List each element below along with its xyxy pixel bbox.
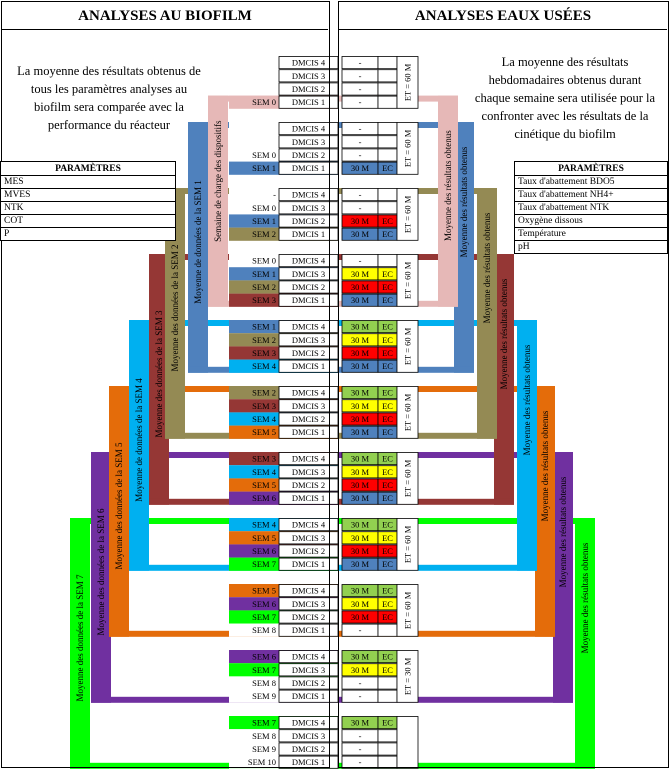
measure-label: 30 M bbox=[350, 163, 370, 174]
row-week-label: SEM 2 bbox=[252, 387, 276, 398]
right-band-label: Moyenne des résultats obtenus bbox=[522, 344, 532, 456]
ec-label: EC bbox=[382, 427, 393, 438]
ec-label: EC bbox=[382, 717, 393, 728]
ec-label: EC bbox=[382, 387, 393, 398]
measure-label: 30 M bbox=[350, 453, 370, 464]
measure-label: - bbox=[358, 757, 362, 768]
measure-label: 30 M bbox=[350, 295, 370, 306]
dmcis-label: DMCIS 3 bbox=[291, 334, 326, 345]
ec-label: EC bbox=[382, 664, 393, 675]
dmcis-label: DMCIS 3 bbox=[291, 136, 326, 147]
et-label: ET = 60 M bbox=[402, 327, 413, 366]
et-label: ET = 60 M bbox=[402, 525, 413, 564]
measure-label: 30 M bbox=[350, 664, 370, 675]
measure-label: - bbox=[358, 136, 362, 147]
et-label: ET = 60 M bbox=[402, 63, 413, 102]
measure-label: 30 M bbox=[350, 532, 370, 543]
et-label: ET = 60 M bbox=[402, 261, 413, 300]
row-week-label: SEM 7 bbox=[252, 664, 276, 675]
right-band-label: Moyenne des résultats obtenus bbox=[459, 146, 469, 258]
row-week-label: SEM 2 bbox=[252, 282, 276, 292]
et-label: ET = 60 M bbox=[402, 459, 413, 498]
dmcis-label: DMCIS 2 bbox=[291, 678, 326, 688]
row-week-label: SEM 3 bbox=[252, 348, 276, 358]
dmcis-label: DMCIS 4 bbox=[291, 585, 326, 596]
measure-label: 30 M bbox=[350, 334, 370, 345]
measure-label: 30 M bbox=[350, 361, 370, 372]
band0-label: Semaine de charge des dispositifs bbox=[213, 120, 223, 242]
row-week-label: - bbox=[273, 189, 276, 200]
dmcis-label: DMCIS 2 bbox=[291, 216, 326, 226]
measure-label: 30 M bbox=[350, 546, 370, 556]
right-band-label: Moyenne des résultats obtenus bbox=[499, 278, 509, 390]
ec-label: EC bbox=[382, 559, 393, 570]
measure-label: 30 M bbox=[350, 282, 370, 292]
ec-label: EC bbox=[382, 585, 393, 596]
ec-label: EC bbox=[382, 361, 393, 372]
right-parameter: Taux d'abattement BDO5 bbox=[515, 176, 668, 189]
row-week-label: SEM 4 bbox=[252, 519, 276, 530]
row-week-label: SEM 6 bbox=[252, 651, 276, 662]
dmcis-label: DMCIS 1 bbox=[291, 691, 326, 702]
measure-label: 30 M bbox=[350, 229, 370, 240]
measure-label: 30 M bbox=[350, 321, 370, 332]
ec-label: EC bbox=[382, 480, 393, 490]
measure-label: 30 M bbox=[350, 717, 370, 728]
right-parameter: Oxygène dissous bbox=[515, 215, 668, 228]
left-description bbox=[4, 62, 214, 134]
left-description-line: La moyenne des résultats obtenus de bbox=[17, 64, 201, 78]
ec-label: EC bbox=[382, 493, 393, 504]
left-description-line: biofilm sera comparée avec la bbox=[34, 100, 184, 114]
dmcis-label: DMCIS 4 bbox=[291, 717, 326, 728]
measure-label: - bbox=[358, 744, 362, 754]
measure-label: 30 M bbox=[350, 216, 370, 226]
right-description-line: hebdomadaires obtenus durant bbox=[488, 73, 642, 87]
ec-label: EC bbox=[382, 229, 393, 240]
right-description-line: chaque semaine sera utilisée pour la bbox=[474, 91, 656, 105]
dmcis-label: DMCIS 2 bbox=[291, 348, 326, 358]
measure-label: 30 M bbox=[350, 387, 370, 398]
dmcis-label: DMCIS 3 bbox=[291, 400, 326, 411]
dmcis-label: DMCIS 4 bbox=[291, 189, 326, 200]
right-band-label: Moyenne des résultats obtenus bbox=[558, 476, 568, 588]
dmcis-label: DMCIS 1 bbox=[291, 757, 326, 768]
row-week-label: SEM 2 bbox=[252, 229, 276, 240]
left-parameter: MES bbox=[1, 176, 176, 189]
ec-label: EC bbox=[382, 400, 393, 411]
ec-label: EC bbox=[382, 651, 393, 662]
right-description bbox=[462, 53, 668, 143]
dmcis-label: DMCIS 4 bbox=[291, 321, 326, 332]
left-description-line: tous les paramètres analyses au bbox=[30, 82, 188, 96]
left-band-label: Moyenne de données de la SEM 4 bbox=[134, 378, 144, 502]
dmcis-label: DMCIS 2 bbox=[291, 744, 326, 754]
right-parameters-header: PARAMÈTRES bbox=[515, 162, 668, 176]
et-label: ET = 60 M bbox=[402, 195, 413, 234]
row-week-label: SEM 3 bbox=[252, 400, 276, 411]
row-week-label: SEM 5 bbox=[252, 480, 276, 490]
measure-label: 30 M bbox=[350, 427, 370, 438]
left-band-label: Moyenne des données de la SEM 2 bbox=[170, 244, 180, 372]
row-week-label: SEM 7 bbox=[252, 717, 276, 728]
dmcis-label: DMCIS 1 bbox=[291, 163, 326, 174]
dmcis-label: DMCIS 2 bbox=[291, 612, 326, 622]
measure-label: - bbox=[358, 202, 362, 213]
dmcis-label: DMCIS 2 bbox=[291, 480, 326, 490]
right-parameter: Taux d'abattement NH4+ bbox=[515, 189, 668, 202]
row-week-label: SEM 4 bbox=[252, 361, 276, 372]
dmcis-label: DMCIS 4 bbox=[291, 453, 326, 464]
et-label: ET = 60 M bbox=[402, 591, 413, 630]
dmcis-label: DMCIS 2 bbox=[291, 150, 326, 160]
measure-label: 30 M bbox=[350, 598, 370, 609]
ec-label: EC bbox=[382, 466, 393, 477]
ec-label: EC bbox=[382, 546, 393, 556]
dmcis-label: DMCIS 1 bbox=[291, 361, 326, 372]
et-label: ET = 30 M bbox=[402, 657, 413, 696]
right-band-label: Moyenne des résultats obtenus bbox=[482, 212, 492, 324]
ec-label: EC bbox=[382, 295, 393, 306]
right-band-label: Moyenne des résultats obtenus bbox=[540, 410, 550, 522]
measure-label: 30 M bbox=[350, 612, 370, 622]
measure-label: 30 M bbox=[350, 400, 370, 411]
ec-label: EC bbox=[382, 519, 393, 530]
row-week-label: SEM 0 bbox=[252, 202, 276, 213]
measure-label: - bbox=[358, 189, 362, 200]
row-week-label: SEM 6 bbox=[252, 546, 276, 556]
dmcis-label: DMCIS 1 bbox=[291, 295, 326, 306]
row-week-label: SEM 1 bbox=[252, 321, 276, 332]
ec-label: EC bbox=[382, 598, 393, 609]
dmcis-label: DMCIS 3 bbox=[291, 268, 326, 279]
measure-label: - bbox=[358, 691, 362, 702]
row-week-label: SEM 8 bbox=[252, 730, 276, 741]
row-week-label: SEM 8 bbox=[252, 678, 276, 688]
ec-label: EC bbox=[382, 268, 393, 279]
dmcis-label: DMCIS 2 bbox=[291, 414, 326, 424]
left-band-label: Moyenne de données de la SEM 1 bbox=[193, 180, 203, 304]
dmcis-label: DMCIS 1 bbox=[291, 559, 326, 570]
dmcis-label: DMCIS 1 bbox=[291, 493, 326, 504]
ec-label: EC bbox=[382, 612, 393, 622]
et-label: ET = 60 M bbox=[402, 129, 413, 168]
measure-label: - bbox=[358, 57, 362, 68]
right-parameter: Température bbox=[515, 228, 668, 241]
left-parameters-table bbox=[0, 161, 176, 241]
measure-label: 30 M bbox=[350, 559, 370, 570]
left-band-label: Moyenne des données de la SEM 6 bbox=[96, 508, 106, 636]
row-week-label: SEM 3 bbox=[252, 453, 276, 464]
left-description-line: performance du réacteur bbox=[47, 118, 171, 132]
row-week-label: SEM 3 bbox=[252, 295, 276, 306]
dmcis-label: DMCIS 4 bbox=[291, 387, 326, 398]
dmcis-label: DMCIS 3 bbox=[291, 598, 326, 609]
measure-label: 30 M bbox=[350, 493, 370, 504]
dmcis-label: DMCIS 3 bbox=[291, 202, 326, 213]
dmcis-label: DMCIS 3 bbox=[291, 532, 326, 543]
right-description-line: cinétique du biofilm bbox=[514, 127, 616, 141]
ec-label: EC bbox=[382, 348, 393, 358]
left-band-label: Moyenne des données de la SEM 3 bbox=[154, 310, 164, 438]
right-description-line: La moyenne des résultats bbox=[501, 55, 629, 69]
row-week-label: SEM 4 bbox=[252, 414, 276, 424]
left-parameter: NTK bbox=[1, 202, 176, 215]
measure-label: 30 M bbox=[350, 348, 370, 358]
ec-label: EC bbox=[382, 532, 393, 543]
et-label: ET = 60 M bbox=[402, 393, 413, 432]
row-week-label: SEM 5 bbox=[252, 532, 276, 543]
ec-label: EC bbox=[382, 282, 393, 292]
left-parameter: MVES bbox=[1, 189, 176, 202]
row-week-label: SEM 5 bbox=[252, 585, 276, 596]
measure-label: - bbox=[358, 123, 362, 134]
dmcis-label: DMCIS 2 bbox=[291, 282, 326, 292]
row-week-label: SEM 6 bbox=[252, 598, 276, 609]
row-week-label: SEM 0 bbox=[252, 255, 276, 266]
row-week-label: SEM 9 bbox=[252, 691, 276, 702]
dmcis-label: DMCIS 4 bbox=[291, 519, 326, 530]
row-week-label: SEM 8 bbox=[252, 625, 276, 636]
row-week-label: SEM 0 bbox=[252, 150, 276, 160]
measure-label: - bbox=[358, 678, 362, 688]
measure-label: 30 M bbox=[350, 466, 370, 477]
right-description-line: confronter avec les résultats de la bbox=[481, 109, 649, 123]
left-parameter: COT bbox=[1, 215, 176, 228]
dmcis-label: DMCIS 4 bbox=[291, 57, 326, 68]
measure-label: 30 M bbox=[350, 585, 370, 596]
ec-label: EC bbox=[382, 334, 393, 345]
right-parameter: pH bbox=[515, 241, 668, 254]
left-parameters-header: PARAMÈTRES bbox=[1, 162, 176, 176]
row-week-label: SEM 1 bbox=[252, 163, 276, 174]
measure-label: - bbox=[358, 84, 362, 94]
measure-label: 30 M bbox=[350, 414, 370, 424]
dmcis-label: DMCIS 4 bbox=[291, 651, 326, 662]
dmcis-label: DMCIS 1 bbox=[291, 97, 326, 108]
dmcis-label: DMCIS 3 bbox=[291, 70, 326, 81]
row-week-label: SEM 4 bbox=[252, 466, 276, 477]
measure-label: - bbox=[358, 150, 362, 160]
right-band-label: Moyenne des résultats obtenus bbox=[443, 130, 453, 241]
left-band-label: Moyenne des données de la SEM 5 bbox=[114, 442, 124, 570]
measure-label: - bbox=[358, 70, 362, 81]
dmcis-label: DMCIS 3 bbox=[291, 466, 326, 477]
row-week-label: SEM 10 bbox=[247, 757, 276, 768]
dmcis-label: DMCIS 2 bbox=[291, 84, 326, 94]
dmcis-label: DMCIS 1 bbox=[291, 427, 326, 438]
ec-label: EC bbox=[382, 163, 393, 174]
row-week-label: SEM 6 bbox=[252, 493, 276, 504]
left-band-label: Moyenne des données de la SEM 7 bbox=[75, 574, 85, 702]
row-week-label: SEM 1 bbox=[252, 268, 276, 279]
row-week-label: SEM 9 bbox=[252, 744, 276, 754]
measure-label: 30 M bbox=[350, 268, 370, 279]
measure-label: 30 M bbox=[350, 480, 370, 490]
right-parameters-table bbox=[514, 161, 668, 254]
dmcis-label: DMCIS 4 bbox=[291, 255, 326, 266]
row-week-label: SEM 2 bbox=[252, 334, 276, 345]
left-panel-title: ANALYSES AU BIOFILM bbox=[2, 2, 328, 30]
ec-label: EC bbox=[382, 216, 393, 226]
measure-label: - bbox=[358, 625, 362, 636]
dmcis-label: DMCIS 2 bbox=[291, 546, 326, 556]
right-parameter: Taux d'abattement NTK bbox=[515, 202, 668, 215]
row-week-label: SEM 7 bbox=[252, 612, 276, 622]
right-band-label: Moyenne des résultats obtenus bbox=[580, 542, 590, 654]
row-week-label: SEM 5 bbox=[252, 427, 276, 438]
ec-label: EC bbox=[382, 453, 393, 464]
ec-label: EC bbox=[382, 414, 393, 424]
right-panel-title: ANALYSES EAUX USÉES bbox=[339, 2, 667, 30]
measure-label: 30 M bbox=[350, 519, 370, 530]
dmcis-label: DMCIS 4 bbox=[291, 123, 326, 134]
measure-label: - bbox=[358, 97, 362, 108]
left-parameter: P bbox=[1, 228, 176, 241]
dmcis-label: DMCIS 1 bbox=[291, 625, 326, 636]
measure-label: 30 M bbox=[350, 651, 370, 662]
dmcis-label: DMCIS 1 bbox=[291, 229, 326, 240]
row-week-label: SEM 0 bbox=[252, 97, 276, 108]
dmcis-label: DMCIS 3 bbox=[291, 664, 326, 675]
ec-label: EC bbox=[382, 321, 393, 332]
row-week-label: SEM 7 bbox=[252, 559, 276, 570]
measure-label: - bbox=[358, 255, 362, 266]
dmcis-label: DMCIS 3 bbox=[291, 730, 326, 741]
measure-label: - bbox=[358, 730, 362, 741]
row-week-label: SEM 1 bbox=[252, 216, 276, 226]
